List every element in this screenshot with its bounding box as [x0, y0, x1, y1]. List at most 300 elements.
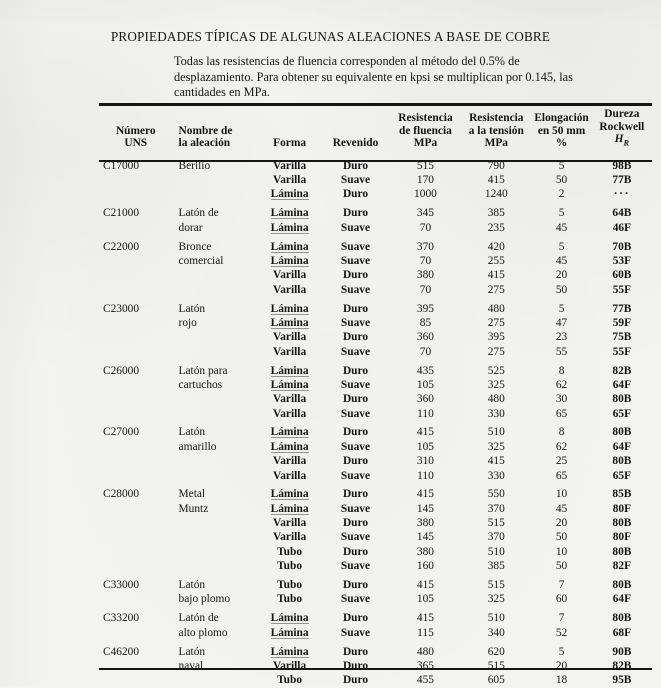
cell-revenido: Suave [340, 531, 371, 544]
cell-elongacion: 18 [555, 674, 568, 687]
cell-fluencia: 310 [416, 455, 434, 468]
cell-fluencia: 370 [416, 240, 434, 253]
cell-revenido: Duro [342, 545, 369, 558]
cell-uns [99, 330, 173, 344]
cell-tension: 510 [487, 612, 505, 625]
cell-revenido: Duro [342, 393, 369, 406]
cell-nombre: Latón [178, 426, 206, 439]
cell-forma: Varilla [273, 331, 307, 344]
cell-revenido: Duro [342, 269, 369, 282]
cell-tension: 510 [487, 426, 505, 439]
table-row [99, 154, 652, 173]
cell-uns [99, 392, 173, 406]
cell-dureza: 53F [612, 254, 632, 267]
cell-revenido: Suave [340, 502, 371, 515]
cell-revenido: Duro [342, 331, 369, 344]
table-row [99, 502, 652, 516]
column-header-line: MPa [413, 137, 438, 150]
cell-elongacion: 50 [555, 560, 568, 573]
cell-dureza: 64B [612, 207, 632, 220]
cell-uns [99, 254, 173, 268]
cell-tension: 480 [487, 393, 505, 406]
table-header-row [99, 108, 652, 154]
column-header-line: Resistencia [469, 112, 524, 125]
cell-uns [99, 530, 173, 544]
cell-revenido: Duro [342, 159, 369, 172]
cell-elongacion: 30 [555, 393, 568, 406]
cell-forma: Lámina [270, 254, 309, 267]
table-row [99, 407, 652, 421]
column-header-line: Forma [273, 137, 307, 150]
cell-tension: 325 [487, 378, 505, 391]
cell-dureza: 65F [612, 407, 632, 420]
cell-elongacion: 62 [555, 378, 568, 391]
cell-tension: 515 [487, 517, 505, 530]
cell-dureza: 80B [612, 426, 632, 439]
table-row [99, 469, 652, 483]
cell-tension: 1240 [484, 188, 508, 201]
cell-fluencia: 85 [419, 316, 432, 329]
cell-dureza: 90B [612, 645, 632, 658]
cell-fluencia: 110 [417, 469, 434, 482]
cell-nombre [173, 283, 258, 297]
cell-uns: C17000 [103, 159, 140, 172]
cell-nombre: alto plomo [178, 626, 228, 639]
cell-nombre [173, 392, 258, 406]
cell-forma: Varilla [273, 174, 307, 186]
cell-elongacion: 50 [555, 283, 568, 296]
cell-forma: Varilla [273, 393, 307, 406]
table-row [99, 221, 652, 235]
cell-elongacion: 45 [555, 254, 568, 267]
cell-tension: 525 [487, 364, 505, 377]
table-row [99, 268, 652, 282]
cell-revenido: Duro [342, 488, 369, 501]
cell-forma: Lámina [270, 426, 309, 439]
cell-revenido: Suave [340, 316, 371, 329]
cell-revenido: Suave [340, 560, 371, 573]
cell-uns [99, 559, 173, 573]
cell-nombre: cartuchos [178, 378, 223, 391]
table-row [99, 626, 652, 640]
cell-tension: 385 [487, 207, 505, 220]
cell-tension: 480 [487, 302, 505, 315]
column-header-line: Resistencia [398, 112, 453, 125]
cell-forma: Lámina [270, 612, 309, 625]
table-row [99, 516, 652, 530]
cell-dureza: 59F [612, 316, 632, 329]
table-row [99, 640, 652, 659]
column-header-line: Número [115, 124, 156, 137]
cell-nombre [173, 173, 258, 187]
cell-tension: 370 [487, 531, 505, 544]
cell-uns: C21000 [103, 207, 140, 220]
cell-dureza: 80B [612, 393, 632, 406]
table-row [99, 254, 652, 268]
cell-forma: Varilla [273, 345, 307, 358]
cell-nombre: Latón [178, 302, 206, 315]
cell-dureza: 64F [612, 378, 632, 391]
table-row [99, 545, 652, 559]
cell-elongacion: 65 [555, 469, 568, 482]
cell-nombre: Latón para [178, 364, 228, 377]
column-header-fluencia [390, 108, 462, 154]
cell-elongacion: 45 [555, 221, 568, 234]
cell-elongacion: 5 [558, 159, 565, 172]
cell-nombre: Metal [178, 488, 206, 501]
table-row [99, 607, 652, 626]
table-row [99, 421, 652, 440]
cell-fluencia: 480 [416, 645, 434, 658]
cell-tension: 275 [487, 345, 505, 358]
table-row [99, 592, 652, 606]
cell-fluencia: 105 [416, 440, 434, 453]
cell-dureza: 80F [612, 502, 632, 515]
cell-nombre: Latón [178, 645, 206, 658]
cell-tension: 385 [487, 560, 505, 573]
cell-fluencia: 360 [416, 331, 434, 344]
cell-dureza: 82B [612, 660, 632, 672]
cell-dureza: 82B [612, 364, 632, 377]
cell-revenido: Duro [342, 517, 369, 530]
cell-dureza: ··· [613, 188, 630, 201]
cell-dureza: 80F [612, 531, 632, 544]
cell-elongacion: 10 [555, 488, 568, 501]
cell-elongacion: 45 [555, 502, 568, 515]
cell-elongacion: 20 [555, 269, 568, 282]
cell-uns [99, 407, 173, 421]
cell-fluencia: 415 [416, 612, 434, 625]
cell-forma: Lámina [270, 502, 309, 515]
cell-revenido: Suave [340, 593, 371, 606]
cell-uns: C46200 [103, 645, 140, 658]
table-row [99, 359, 652, 378]
cell-forma: Varilla [273, 269, 307, 282]
cell-nombre [173, 545, 258, 559]
cell-nombre [173, 187, 258, 201]
cell-dureza: 68F [612, 626, 632, 639]
cell-elongacion: 62 [555, 440, 568, 453]
cell-revenido: Duro [342, 188, 369, 201]
column-header-line: en 50 mm [537, 124, 586, 137]
cell-tension: 420 [487, 240, 505, 253]
cell-dureza: 70B [612, 240, 632, 253]
cell-dureza: 80B [612, 455, 632, 468]
cell-fluencia: 160 [416, 560, 434, 573]
table-row [99, 235, 652, 254]
cell-uns [99, 187, 173, 201]
cell-nombre: bajo plomo [178, 593, 231, 606]
cell-elongacion: 47 [555, 316, 568, 329]
cell-elongacion: 2 [558, 188, 565, 201]
cell-dureza: 55F [612, 283, 632, 296]
cell-forma: Varilla [273, 469, 307, 482]
cell-uns [99, 440, 173, 454]
cell-dureza: 60B [612, 269, 632, 282]
cell-tension: 620 [487, 645, 505, 658]
rule-top [99, 103, 652, 106]
column-header-line: UNS [124, 137, 148, 150]
cell-forma: Varilla [273, 660, 307, 672]
cell-dureza: 98B [612, 159, 632, 172]
cell-elongacion: 8 [558, 364, 565, 377]
cell-fluencia: 105 [416, 593, 434, 606]
cell-revenido: Duro [342, 660, 369, 672]
cell-elongacion: 50 [555, 531, 568, 544]
table-row [99, 283, 652, 297]
cell-tension: 275 [487, 316, 505, 329]
cell-revenido: Duro [342, 612, 369, 625]
cell-dureza: 82F [612, 560, 632, 573]
cell-revenido: Duro [342, 455, 369, 468]
cell-elongacion: 8 [558, 426, 565, 439]
column-header-tension [461, 108, 531, 154]
cell-fluencia: 70 [419, 283, 432, 296]
cell-uns: C33200 [103, 612, 140, 625]
cell-elongacion: 23 [555, 331, 568, 344]
cell-revenido: Suave [340, 440, 371, 453]
cell-tension: 330 [487, 469, 505, 482]
cell-elongacion: 5 [558, 207, 565, 220]
cell-fluencia: 380 [416, 545, 434, 558]
table-body [99, 154, 652, 688]
cell-fluencia: 365 [416, 660, 434, 672]
cell-uns [99, 545, 173, 559]
cell-tension: 415 [487, 174, 505, 186]
cell-nombre: comercial [178, 254, 224, 267]
cell-revenido: Duro [342, 302, 369, 315]
cell-revenido: Suave [340, 378, 371, 391]
table-row [99, 659, 652, 673]
cell-dureza: 80B [612, 612, 632, 625]
cell-fluencia: 105 [416, 378, 434, 391]
cell-fluencia: 455 [416, 674, 434, 687]
cell-uns [99, 502, 173, 516]
cell-tension: 330 [487, 407, 505, 420]
cell-revenido: Suave [340, 283, 371, 296]
cell-uns [99, 626, 173, 640]
cell-elongacion: 20 [555, 517, 568, 530]
cell-forma: Varilla [273, 517, 307, 530]
column-header-line: Dureza [604, 108, 640, 120]
cell-nombre [173, 516, 258, 530]
cell-revenido: Suave [340, 469, 371, 482]
cell-nombre: Latón [178, 579, 206, 592]
cell-elongacion: 65 [555, 407, 568, 420]
cell-fluencia: 395 [416, 302, 434, 315]
cell-nombre [173, 454, 258, 468]
cell-uns [99, 221, 173, 235]
column-header-uns [99, 108, 173, 154]
cell-revenido: Suave [340, 626, 371, 639]
cell-nombre [173, 268, 258, 282]
cell-dureza: 80B [612, 545, 632, 558]
cell-uns [99, 659, 173, 673]
cell-dureza: 85B [612, 488, 632, 501]
cell-forma: Tubo [277, 560, 303, 573]
cell-forma: Tubo [277, 674, 303, 687]
cell-uns [99, 345, 173, 359]
cell-dureza: 95B [612, 674, 632, 687]
table-row [99, 378, 652, 392]
cell-dureza: 80B [612, 517, 632, 530]
cell-nombre: amarillo [178, 440, 217, 453]
cell-revenido: Duro [342, 364, 369, 377]
cell-nombre [173, 559, 258, 573]
cell-fluencia: 1000 [414, 188, 437, 201]
cell-nombre [173, 469, 258, 483]
cell-revenido: Duro [342, 579, 369, 592]
column-header-line: $H_R$ [614, 133, 630, 148]
cell-forma: Lámina [270, 364, 309, 377]
cell-tension: 790 [487, 159, 505, 172]
cell-revenido: Suave [340, 221, 371, 234]
cell-elongacion: 50 [555, 174, 568, 186]
column-header-nombre [173, 108, 258, 154]
alloy-properties-table [99, 108, 652, 688]
cell-tension: 340 [487, 626, 505, 639]
column-header-line: Revenido [332, 137, 379, 150]
cell-revenido: Suave [340, 240, 371, 253]
cell-fluencia: 435 [416, 364, 434, 377]
cell-forma: Lámina [270, 626, 309, 639]
cell-nombre [173, 345, 258, 359]
cell-fluencia: 115 [417, 626, 434, 639]
cell-forma: Varilla [273, 531, 307, 544]
cell-nombre: Latón de [178, 207, 219, 220]
cell-revenido: Suave [340, 345, 371, 358]
cell-fluencia: 110 [417, 407, 434, 420]
cell-uns: C22000 [103, 240, 140, 253]
cell-elongacion: 10 [555, 545, 568, 558]
cell-fluencia: 415 [416, 426, 434, 439]
table-row [99, 559, 652, 573]
column-header-line: % [555, 137, 568, 150]
column-header-elongacion [531, 108, 591, 154]
cell-elongacion: 20 [555, 660, 568, 672]
table-row [99, 574, 652, 593]
column-header-line: Nombre de [178, 124, 233, 137]
cell-uns: C27000 [103, 426, 140, 439]
lead-paragraph: Todas las resistencias de fluencia corresponden al método del 0.5% de desplazamiento. Para obtener su equivalente en kpsi se multiplican por 0.145, las cantidades en MPa. [174, 54, 573, 100]
cell-elongacion: 5 [558, 240, 565, 253]
table-row [99, 330, 652, 344]
table-row [99, 483, 652, 502]
cell-revenido: Suave [340, 407, 371, 420]
cell-fluencia: 415 [416, 488, 434, 501]
cell-tension: 235 [487, 221, 505, 234]
cell-dureza: 77B [612, 174, 632, 186]
cell-tension: 510 [487, 545, 505, 558]
cell-nombre: Latón de [178, 612, 219, 625]
cell-tension: 370 [487, 502, 505, 515]
cell-tension: 605 [487, 674, 505, 687]
cell-elongacion: 55 [555, 345, 568, 358]
cell-fluencia: 70 [419, 254, 432, 267]
cell-elongacion: 7 [558, 579, 565, 592]
cell-fluencia: 145 [416, 502, 434, 515]
cell-nombre: Bronce [178, 240, 212, 253]
cell-forma: Lámina [270, 240, 309, 253]
cell-fluencia: 70 [419, 345, 432, 358]
cell-uns [99, 378, 173, 392]
cell-nombre [173, 530, 258, 544]
cell-forma: Varilla [273, 159, 307, 172]
cell-fluencia: 380 [416, 517, 434, 530]
cell-tension: 550 [487, 488, 505, 501]
cell-elongacion: 5 [558, 645, 565, 658]
cell-forma: Varilla [273, 283, 307, 296]
column-header-line: de fluencia [399, 124, 452, 137]
column-header-revenido [321, 108, 389, 154]
column-header-line: la aleación [178, 137, 231, 150]
table-header [99, 108, 652, 154]
column-header-line: a la tensión [468, 124, 524, 137]
cell-uns: C28000 [103, 488, 140, 501]
cell-nombre [173, 330, 258, 344]
cell-forma: Tubo [277, 593, 303, 606]
cell-forma: Lámina [270, 188, 309, 201]
cell-uns: C26000 [103, 364, 140, 377]
cell-dureza: 77B [612, 302, 632, 315]
cell-forma: Lámina [270, 645, 309, 658]
cell-forma: Lámina [270, 488, 309, 501]
table-row [99, 202, 652, 221]
cell-forma: Lámina [270, 378, 309, 391]
cell-tension: 415 [487, 455, 505, 468]
cell-elongacion: 60 [555, 593, 568, 606]
cell-fluencia: 360 [416, 393, 434, 406]
cell-forma: Varilla [273, 455, 307, 468]
cell-uns [99, 469, 173, 483]
cell-uns: C33000 [103, 579, 140, 592]
cell-nombre: naval [178, 660, 204, 672]
cell-dureza: 75B [612, 331, 632, 344]
cell-tension: 515 [487, 660, 505, 672]
cell-revenido: Duro [342, 645, 369, 658]
cell-dureza: 64F [612, 593, 632, 606]
cell-elongacion: 5 [558, 302, 565, 315]
cell-dureza: 46F [612, 221, 632, 234]
cell-nombre [173, 407, 258, 421]
table-row [99, 345, 652, 359]
cell-uns [99, 173, 173, 187]
column-header-line: Rockwell [599, 120, 645, 133]
cell-forma: Lámina [270, 221, 309, 234]
cell-forma: Lámina [270, 316, 309, 329]
table-row [99, 297, 652, 316]
cell-forma: Varilla [273, 407, 307, 420]
cell-tension: 415 [487, 269, 505, 282]
cell-uns [99, 268, 173, 282]
table-row [99, 530, 652, 544]
cell-dureza: 80B [612, 579, 632, 592]
table-row [99, 454, 652, 468]
cell-nombre: rojo [178, 316, 197, 329]
cell-revenido: Duro [342, 674, 369, 687]
cell-nombre: dorar [178, 221, 203, 234]
cell-nombre: Muntz [178, 502, 209, 515]
cell-nombre: Berilio [178, 159, 211, 172]
cell-fluencia: 515 [416, 159, 434, 172]
cell-forma: Lámina [270, 207, 309, 220]
table-row [99, 173, 652, 187]
cell-tension: 395 [487, 331, 505, 344]
cell-elongacion: 25 [555, 455, 568, 468]
cell-fluencia: 170 [416, 174, 434, 186]
cell-elongacion: 7 [558, 612, 565, 625]
cell-forma: Lámina [270, 440, 309, 453]
